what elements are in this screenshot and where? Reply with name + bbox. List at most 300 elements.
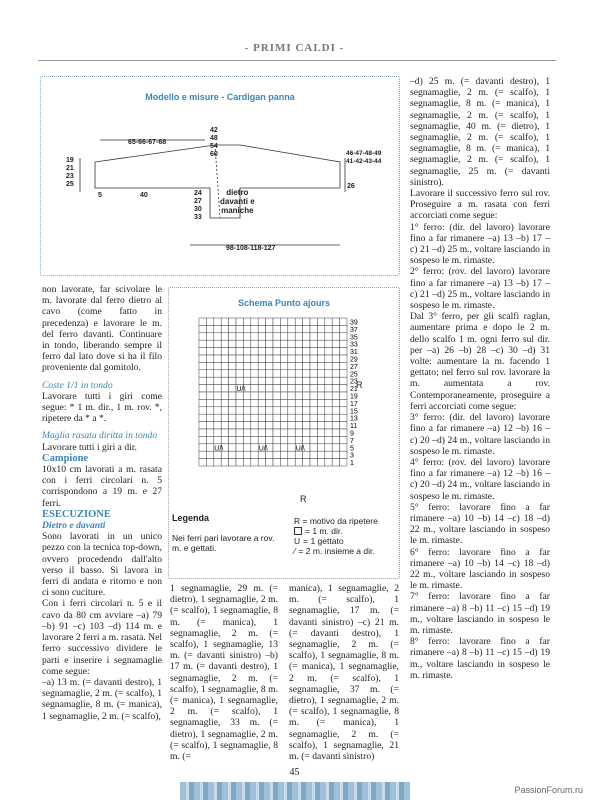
chart-cell (251, 318, 258, 325)
chart-cell (317, 392, 324, 399)
chart-cell (288, 407, 295, 414)
chart-cell (317, 444, 324, 451)
chart-cell (266, 414, 273, 421)
left-a: 19 (66, 157, 74, 164)
chart-cell (325, 318, 332, 325)
chart-cell (273, 348, 280, 355)
chart-cell (206, 399, 213, 406)
chart-cell (214, 399, 221, 406)
chart-cell (206, 318, 213, 325)
chart-cell (243, 348, 250, 355)
chart-cell (332, 355, 339, 362)
bottom-measure: 98-108-118-127 (226, 245, 276, 252)
chart-cell (199, 325, 206, 332)
chart-cell (206, 325, 213, 332)
chart-cell (317, 385, 324, 392)
left-intro: non lavorate, far scivolare le m. lavorate dal ferro dietro al cavo (come fatto in precedenza) e lavorare le m. del ferro davanti. Continuare in tondo, liberando sempre il ferro dal lato dove si ha il filo proveniente dal gomitolo. (42, 284, 162, 374)
chart-row-number: 21 (350, 386, 358, 394)
chart-row-number: 27 (350, 363, 358, 371)
chart-cell (243, 407, 250, 414)
chart-cell (325, 348, 332, 355)
chart-cell (303, 399, 310, 406)
chart-row-number: 11 (350, 423, 358, 431)
chart-cell (229, 340, 236, 347)
chart-cell (310, 392, 317, 399)
chart-cell (325, 355, 332, 362)
yarn-over-icon: U (294, 536, 301, 546)
right-p8: 6° ferro: lavorare fino a far rimanere –a) 10 –b) 14 –c) 18 –d) 22 m., voltare lasciando in sospeso le m. rimaste. (410, 546, 550, 592)
chart-cell (266, 407, 273, 414)
knit-texture-strip (180, 782, 410, 800)
chart-row-number: 25 (350, 371, 358, 379)
chart-cell (236, 377, 243, 384)
chart-cell (251, 333, 258, 340)
chart-cell (258, 348, 265, 355)
chart-cell (340, 451, 347, 458)
chart-cell (288, 459, 295, 466)
chart-cell (303, 370, 310, 377)
chart-cell (221, 348, 228, 355)
chart-cell (295, 370, 302, 377)
right-p6: 4° ferro: (rov. del lavoro) lavorare fino a far rimanere –a) 12 –b) 16 –c) 20 –d) 24 m., voltare lasciando in sospeso le m. rimaste. (410, 456, 550, 502)
measure-forty: 40 (140, 192, 148, 199)
chart-cell (332, 444, 339, 451)
chart-cell (340, 340, 347, 347)
chart-cell (295, 348, 302, 355)
chart-row-number: 19 (350, 393, 358, 401)
chart-cell (251, 377, 258, 384)
chart-cell (199, 459, 206, 466)
chart-cell (317, 340, 324, 347)
chart-cell (266, 377, 273, 384)
chart-cell (295, 362, 302, 369)
chart-cell (199, 399, 206, 406)
chart-cell (236, 444, 243, 451)
chart-cell (214, 340, 221, 347)
chart-cell (295, 333, 302, 340)
chart-cell (332, 333, 339, 340)
middle-column-b: manica), 1 segnamaglie, 2 m. (= scalfo), 1 segnamaglie, 17 m. (= davanti sinistro) –c) 21 m. (= davanti destro), 1 segnamaglie, 2 m. (= scalfo), 1 segnamaglie, 8 m. (= manica), 1 segnamaglie, 2 m. (= scalfo), 1 segnamaglie, 37 m. (= dietro), 1 segnamaglie, 2 m. (= scalfo), 1 segnamaglie, 8 m. (= manica), 1 segnamaglie, 2 m. (= scalfo), 1 segnamaglie, 21 m. (= davanti sinistro) (289, 583, 399, 763)
right-p10: 8° ferro: lavorare fino a far rimanere –a) 8 –b) 11 –c) 15 –d) 19 m., voltare lasciando in sospeso le m. rimaste. (410, 636, 550, 681)
chart-cell (332, 362, 339, 369)
repeat-label-right: R (356, 380, 363, 390)
chart-cell (303, 362, 310, 369)
chart-cell (266, 325, 273, 332)
chart-cell (251, 362, 258, 369)
chart-cell (273, 385, 280, 392)
chart-cell (295, 318, 302, 325)
chart-cell (280, 399, 287, 406)
chart-cell (199, 333, 206, 340)
chart-cell (303, 355, 310, 362)
chart-cell (266, 399, 273, 406)
left-d: 25 (66, 181, 74, 188)
chart-cell (273, 429, 280, 436)
chart-cell (325, 414, 332, 421)
chart-cell (332, 318, 339, 325)
chart-cell (236, 429, 243, 436)
chart-cell (258, 355, 265, 362)
chart-cell (295, 399, 302, 406)
chart-cell (310, 377, 317, 384)
legenda-title: Legenda (172, 513, 210, 523)
chart-cell (303, 325, 310, 332)
chart-cell (317, 459, 324, 466)
chart-row-number: 33 (350, 341, 358, 349)
chart-cell (288, 377, 295, 384)
right-p4: Dal 3° ferro, per gli scalfi raglan, aumentare prima e dopo le 2 m. dello scalfo 1 m. ogni ferro sul dir. per –a) 26 –b) 28 –c) 30 –d) 31 volte: aumentare la m. facendo 1 gettato; nel ferro sul rov. lavorare la m. aumentata a rov. Contemporaneamente, proseguire a ferri accorciati come segue: (410, 311, 550, 412)
chart-cell (280, 429, 287, 436)
chart-cell (332, 385, 339, 392)
chart-cell (251, 385, 258, 392)
chart-cell (206, 429, 213, 436)
chart-cell (236, 459, 243, 466)
chart-cell (251, 451, 258, 458)
chart-cell (221, 414, 228, 421)
chart-row-number: 3 (350, 452, 354, 460)
right-p9: 7° ferro: lavorare fino a far rimanere –a) 8 –b) 11 –c) 15 –d) 19 m., voltare lasciando in sospeso le m. rimaste. (410, 591, 550, 636)
chart-cell (288, 355, 295, 362)
chart-row-number: 31 (350, 349, 358, 357)
chart-cell (236, 340, 243, 347)
right-p2: 1° ferro: (dir. del lavoro) lavorare fino a far rimanere –a) 13 –b) 17 –c) 21 –d) 25 m., voltare lasciando in sospeso le m. rimaste. (410, 221, 550, 267)
chart-cell (214, 355, 221, 362)
right-p5: 3° ferro: (dir. del lavoro) lavorare fino a far rimanere –a) 12 –b) 16 –c) 20 –d) 24 m., voltare lasciando in sospeso le m. rimaste. (410, 412, 550, 457)
chart-cell (317, 414, 324, 421)
chart-cell (229, 370, 236, 377)
chart-cell (206, 362, 213, 369)
chart-cell (251, 429, 258, 436)
chart-row-number: 23 (350, 378, 358, 386)
knit-square-icon (294, 527, 302, 535)
chart-cell (295, 385, 302, 392)
chart-cell (243, 325, 250, 332)
chart-cell (251, 348, 258, 355)
chart-cell (236, 407, 243, 414)
chart-cell (251, 399, 258, 406)
chart-cell (206, 436, 213, 443)
middle-column-a: 1 segnamaglie, 29 m. (= dietro), 1 segnamaglie, 2 m. (= scalfo), 1 segnamaglie, 8 m. (= manica), 1 segnamaglie, 2 m. (= scalfo), 1 segnamaglie, 13 m. (= davanti sinistro) –b) 17 m. (= davanti destro), 1 segnamaglie, 2 m. (= scalfo), 1 segnamaglie, 8 m. (= manica), 1 segnamaglie, 2 m. (= scalfo), 1 segnamaglie, 33 m. (= dietro), 1 segnamaglie, 2 m. (= scalfo), 1 segnamaglie, 8 m. (= (170, 583, 278, 763)
front-a: 24 (194, 190, 202, 197)
cuff-b: 41-42-43-44 (346, 158, 382, 165)
chart-cell (229, 414, 236, 421)
chart-cell (295, 422, 302, 429)
chart-cell (214, 414, 221, 421)
chart-cell (310, 385, 317, 392)
chart-cell (243, 459, 250, 466)
chart-cell (243, 392, 250, 399)
chart-cell (206, 444, 213, 451)
chart-cell (325, 407, 332, 414)
chart-cell (280, 325, 287, 332)
chart-cell (310, 399, 317, 406)
chart-cell (206, 348, 213, 355)
chart-cell (214, 407, 221, 414)
page-number: 45 (289, 767, 300, 778)
chart-cell (317, 436, 324, 443)
chart-cell (288, 333, 295, 340)
chart-cell (332, 429, 339, 436)
chart-cell (236, 399, 243, 406)
chart-cell (214, 385, 221, 392)
chart-cell (340, 444, 347, 451)
chart-cell (310, 370, 317, 377)
chart-cell (199, 340, 206, 347)
chart-cell (325, 429, 332, 436)
chart-row-number: 15 (350, 408, 358, 416)
chart-cell (310, 444, 317, 451)
chart-cell (273, 436, 280, 443)
chart-cell (206, 407, 213, 414)
chart-cell (199, 444, 206, 451)
legend-repeat: R = motivo da ripetere (294, 516, 378, 526)
maglia-title: Maglia rasata diritta in tondo (42, 430, 158, 442)
chart-cell (214, 325, 221, 332)
chart-row-number: 39 (350, 319, 358, 327)
chart-cell (280, 333, 287, 340)
chart-cell (251, 355, 258, 362)
chart-cell (310, 436, 317, 443)
shoulder-measure: 65-66-67-68 (128, 139, 167, 146)
neck-measures (210, 127, 218, 159)
chart-cell (317, 333, 324, 340)
chart-cell (340, 407, 347, 414)
chart-cell (236, 362, 243, 369)
chart-cell (340, 362, 347, 369)
piece-label (220, 188, 255, 215)
chart-cell (214, 318, 221, 325)
chart-cell (258, 414, 265, 421)
chart-cell (310, 451, 317, 458)
legenda-items (294, 516, 404, 556)
chart-row-number: 29 (350, 356, 358, 364)
chart-cell (325, 385, 332, 392)
chart-cell (288, 444, 295, 451)
running-header: - PRIMI CALDI - (244, 42, 345, 54)
chart-cell (273, 444, 280, 451)
chart-cell (258, 436, 265, 443)
chart-cell (310, 414, 317, 421)
legenda-note: Nei ferri pari lavorare a rov. m. e gettati. (172, 533, 275, 553)
chart-cell (236, 436, 243, 443)
chart-cell (214, 429, 221, 436)
chart-cell (325, 333, 332, 340)
chart-cell (229, 355, 236, 362)
chart-cell (340, 436, 347, 443)
chart-cell (340, 348, 347, 355)
chart-cell (303, 377, 310, 384)
chart-cell (206, 414, 213, 421)
chart-cell (214, 348, 221, 355)
chart-cell (199, 355, 206, 362)
chart-cell (340, 318, 347, 325)
chart-cell (243, 444, 250, 451)
chart-cell (221, 318, 228, 325)
chart-cell (340, 385, 347, 392)
chart-cell (229, 377, 236, 384)
chart-cell (229, 399, 236, 406)
chart-cell (206, 355, 213, 362)
chart-cell (340, 355, 347, 362)
chart-cell (251, 325, 258, 332)
chart-cell (236, 422, 243, 429)
measure-26: 26 (347, 183, 355, 190)
chart-cell (332, 414, 339, 421)
chart-cell (340, 399, 347, 406)
chart-cell (221, 459, 228, 466)
right-p7: 5° ferro: lavorare fino a far rimanere –a) 10 –b) 14 –c) 18 –d) 22 m., voltare lasciando in sospeso le m. rimaste. (410, 501, 550, 547)
chart-cell (303, 422, 310, 429)
chart-cell (221, 370, 228, 377)
k2tog-icon: ⁄ (294, 546, 296, 556)
chart-cell (214, 362, 221, 369)
chart-cell (295, 377, 302, 384)
chart-cell (273, 377, 280, 384)
chart-cell (199, 385, 206, 392)
label-dietro: dietro (226, 188, 249, 197)
campione-text: 10x10 cm lavorati a m. rasata con i ferri circolari n. 5 corrispondono a 19 m. e 27 ferri. (42, 464, 162, 509)
left-c: 23 (66, 173, 74, 180)
chart-cell (317, 451, 324, 458)
chart-cell (303, 407, 310, 414)
chart-cell (280, 340, 287, 347)
front-b: 27 (194, 198, 202, 205)
chart-cell (280, 362, 287, 369)
chart-cell (243, 340, 250, 347)
chart-cell (243, 429, 250, 436)
chart-row-number: 5 (350, 445, 354, 453)
chart-cell (340, 422, 347, 429)
chart-cell (236, 392, 243, 399)
chart-cell (243, 362, 250, 369)
chart-cell (273, 340, 280, 347)
chart-cell (332, 407, 339, 414)
chart-cell (280, 392, 287, 399)
ajour-symbol: U/\ (236, 386, 246, 394)
chart-cell (303, 333, 310, 340)
chart-cell (243, 436, 250, 443)
coste-text: Lavorare tutti i giri come segue: * 1 m. dir., 1 m. rov. *, ripetere da * a *. (42, 390, 162, 425)
chart-cell (303, 340, 310, 347)
chart-cell (266, 459, 273, 466)
chart-cell (310, 429, 317, 436)
chart-cell (199, 407, 206, 414)
chart-cell (303, 385, 310, 392)
chart-cell (236, 370, 243, 377)
left-measures (66, 157, 74, 189)
chart-cell (266, 385, 273, 392)
chart-cell (340, 370, 347, 377)
chart-cell (310, 325, 317, 332)
chart-cell (280, 407, 287, 414)
chart-cell (243, 370, 250, 377)
chart-cell (199, 429, 206, 436)
chart-row-number: 37 (350, 326, 358, 334)
chart-cell (317, 399, 324, 406)
chart-cell (266, 392, 273, 399)
chart-cell (236, 355, 243, 362)
chart-cell (340, 414, 347, 421)
chart-cell (280, 370, 287, 377)
chart-cell (221, 340, 228, 347)
chart-cell (288, 422, 295, 429)
chart-cell (325, 422, 332, 429)
chart-cell (303, 459, 310, 466)
chart-cell (229, 348, 236, 355)
legend-yo (294, 536, 404, 546)
chart-cell (295, 436, 302, 443)
chart-cell (229, 325, 236, 332)
chart-cell (280, 414, 287, 421)
chart-cell (340, 333, 347, 340)
chart-cell (214, 377, 221, 384)
chart-cell (280, 422, 287, 429)
chart-cell (295, 407, 302, 414)
chart-cell (258, 325, 265, 332)
chart-cell (229, 362, 236, 369)
header-rule (38, 60, 556, 61)
chart-cell (258, 340, 265, 347)
chart-cell (310, 422, 317, 429)
chart-cell (258, 407, 265, 414)
chart-cell (273, 392, 280, 399)
chart-cell (288, 325, 295, 332)
chart-cell (295, 459, 302, 466)
chart-cell (229, 429, 236, 436)
chart-cell (236, 414, 243, 421)
chart-cell (221, 325, 228, 332)
chart-cell (317, 370, 324, 377)
chart-cell (273, 318, 280, 325)
chart-cell (206, 392, 213, 399)
chart-cell (288, 451, 295, 458)
ajour-symbol: U/\ (295, 445, 305, 453)
chart-cell (229, 318, 236, 325)
chart-cell (288, 318, 295, 325)
chart-cell (332, 325, 339, 332)
left-column (42, 284, 162, 722)
chart-cell (236, 348, 243, 355)
chart-cell (251, 407, 258, 414)
chart-cell (340, 377, 347, 384)
chart-cell (199, 422, 206, 429)
chart-cell (288, 348, 295, 355)
chart-cell (288, 340, 295, 347)
front-measures (194, 190, 202, 222)
chart-cell (310, 459, 317, 466)
chart-cell (214, 392, 221, 399)
chart-cell (332, 459, 339, 466)
chart-cell (317, 407, 324, 414)
chart-cell (221, 362, 228, 369)
chart-cell (280, 451, 287, 458)
legend-k2tog (294, 546, 404, 556)
chart-cell (258, 377, 265, 384)
chart-cell (243, 399, 250, 406)
chart-cell (332, 370, 339, 377)
chart-cell (303, 414, 310, 421)
chart-cell (251, 340, 258, 347)
chart-cell (280, 444, 287, 451)
chart-cell (325, 340, 332, 347)
chart-cell (243, 377, 250, 384)
chart-cell (310, 318, 317, 325)
chart-cell (214, 459, 221, 466)
chart-cell (266, 355, 273, 362)
chart-cell (258, 392, 265, 399)
chart-cell (229, 459, 236, 466)
chart-cell (273, 414, 280, 421)
